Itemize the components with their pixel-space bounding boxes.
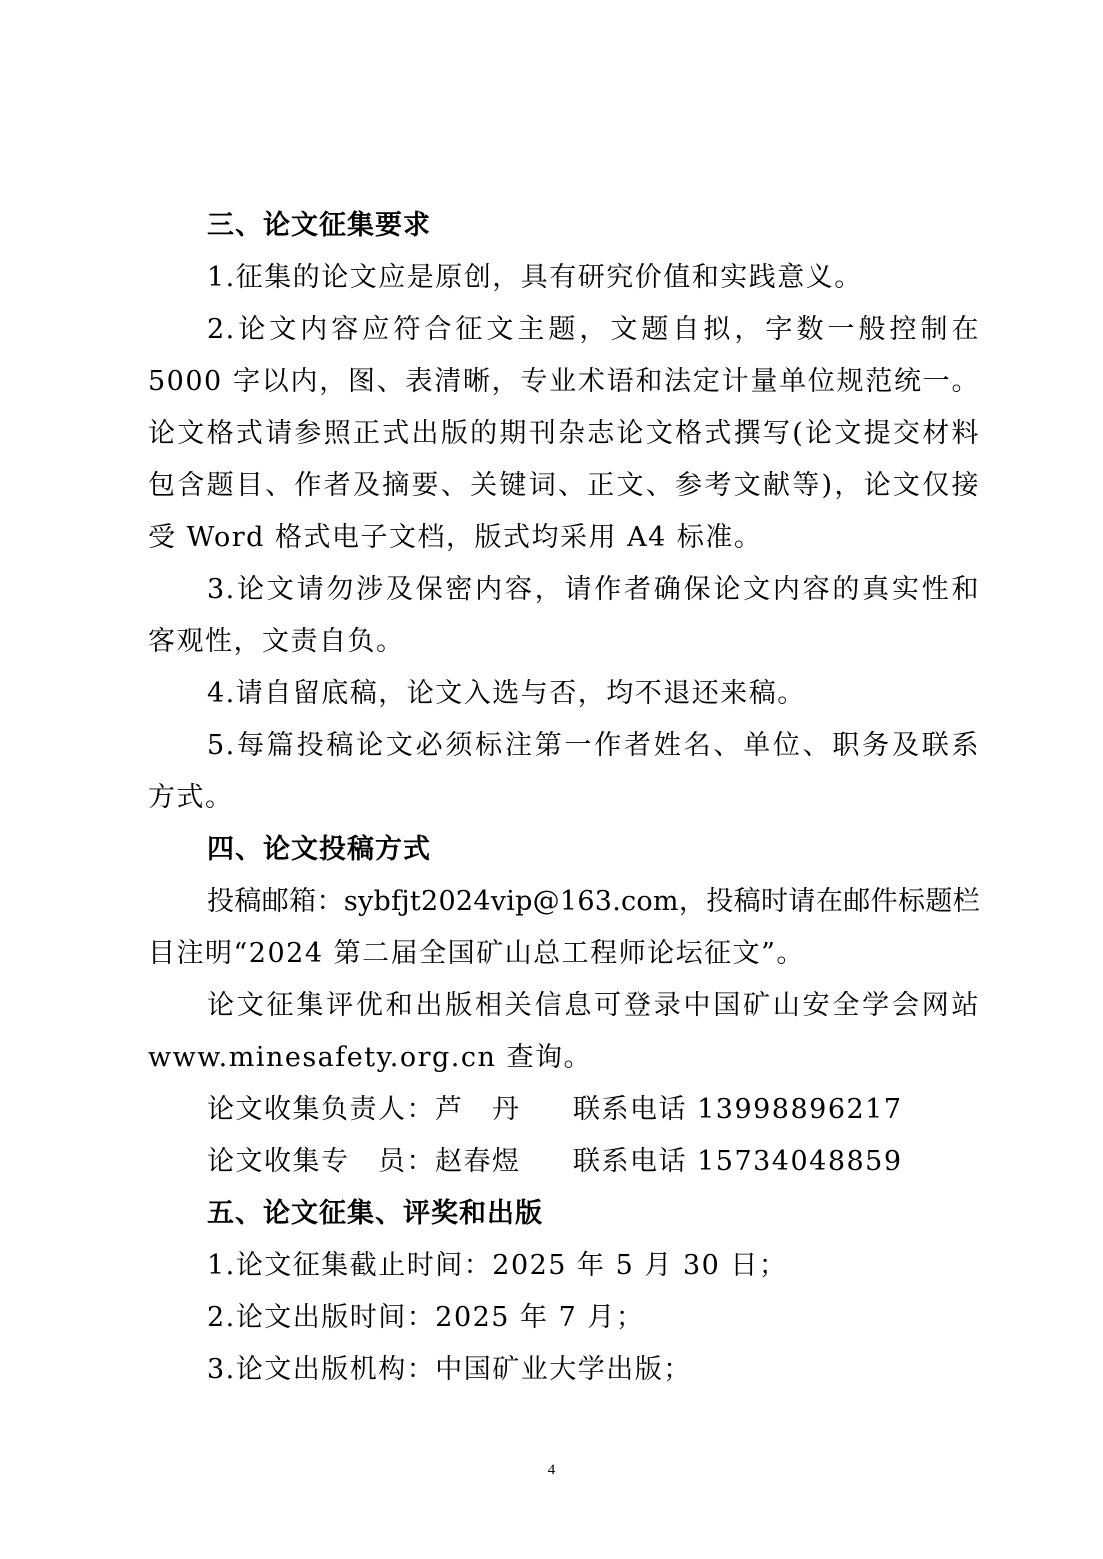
section-3-item-2-line-2: 5000 字以内，图、表清晰，专业术语和法定计量单位规范统一。 — [148, 366, 980, 397]
page-number: 4 — [547, 1462, 556, 1478]
section-3-item-3-line-2: 客观性，文责自负。 — [148, 626, 405, 657]
section-3-item-4: 4.请自留底稿，论文入选与否，均不退还来稿。 — [207, 678, 806, 709]
section-3-item-5-line-2: 方式。 — [148, 782, 234, 813]
section-4-heading: 四、论文投稿方式 — [207, 834, 431, 865]
contact-2-role: 论文收集专 员：赵春煜 — [207, 1146, 521, 1177]
section-3-item-2-line-5: 受 Word 格式电子文档，版式均采用 A4 标准。 — [148, 522, 763, 553]
section-3-item-3-line-1: 3.论文请勿涉及保密内容，请作者确保论文内容的真实性和 — [207, 574, 980, 605]
section-5-item-3: 3.论文出版机构：中国矿业大学出版； — [207, 1354, 692, 1385]
section-3-heading: 三、论文征集要求 — [207, 210, 431, 241]
section-3-item-2-line-4: 包含题目、作者及摘要、关键词、正文、参考文献等)，论文仅接 — [148, 470, 980, 501]
contact-2-phone: 联系电话 15734048859 — [573, 1146, 903, 1177]
section-3-item-2-line-3: 论文格式请参照正式出版的期刊杂志论文格式撰写(论文提交材料 — [148, 418, 980, 449]
contact-1-phone: 联系电话 13998896217 — [573, 1094, 903, 1125]
website-line-1: 论文征集评优和出版相关信息可登录中国矿山安全学会网站 — [207, 990, 980, 1021]
contact-1-role: 论文收集负责人：芦 丹 — [207, 1094, 521, 1125]
section-3-item-1: 1.征集的论文应是原创，具有研究价值和实践意义。 — [207, 262, 863, 293]
submission-email-line-1: 投稿邮箱：sybfjt2024vip@163.com，投稿时请在邮件标题栏 — [207, 886, 980, 917]
website-line-2: www.minesafety.org.cn 查询。 — [148, 1042, 592, 1073]
section-5-heading: 五、论文征集、评奖和出版 — [207, 1198, 543, 1229]
section-5-item-1: 1.论文征集截止时间：2025 年 5 月 30 日； — [207, 1250, 788, 1281]
section-3-item-2-line-1: 2.论文内容应符合征文主题，文题自拟，字数一般控制在 — [207, 314, 980, 345]
submission-email-line-2: 目注明“2024 第二届全国矿山总工程师论坛征文”。 — [148, 938, 805, 969]
section-3-item-5-line-1: 5.每篇投稿论文必须标注第一作者姓名、单位、职务及联系 — [207, 730, 980, 761]
section-5-item-2: 2.论文出版时间：2025 年 7 月； — [207, 1302, 645, 1333]
